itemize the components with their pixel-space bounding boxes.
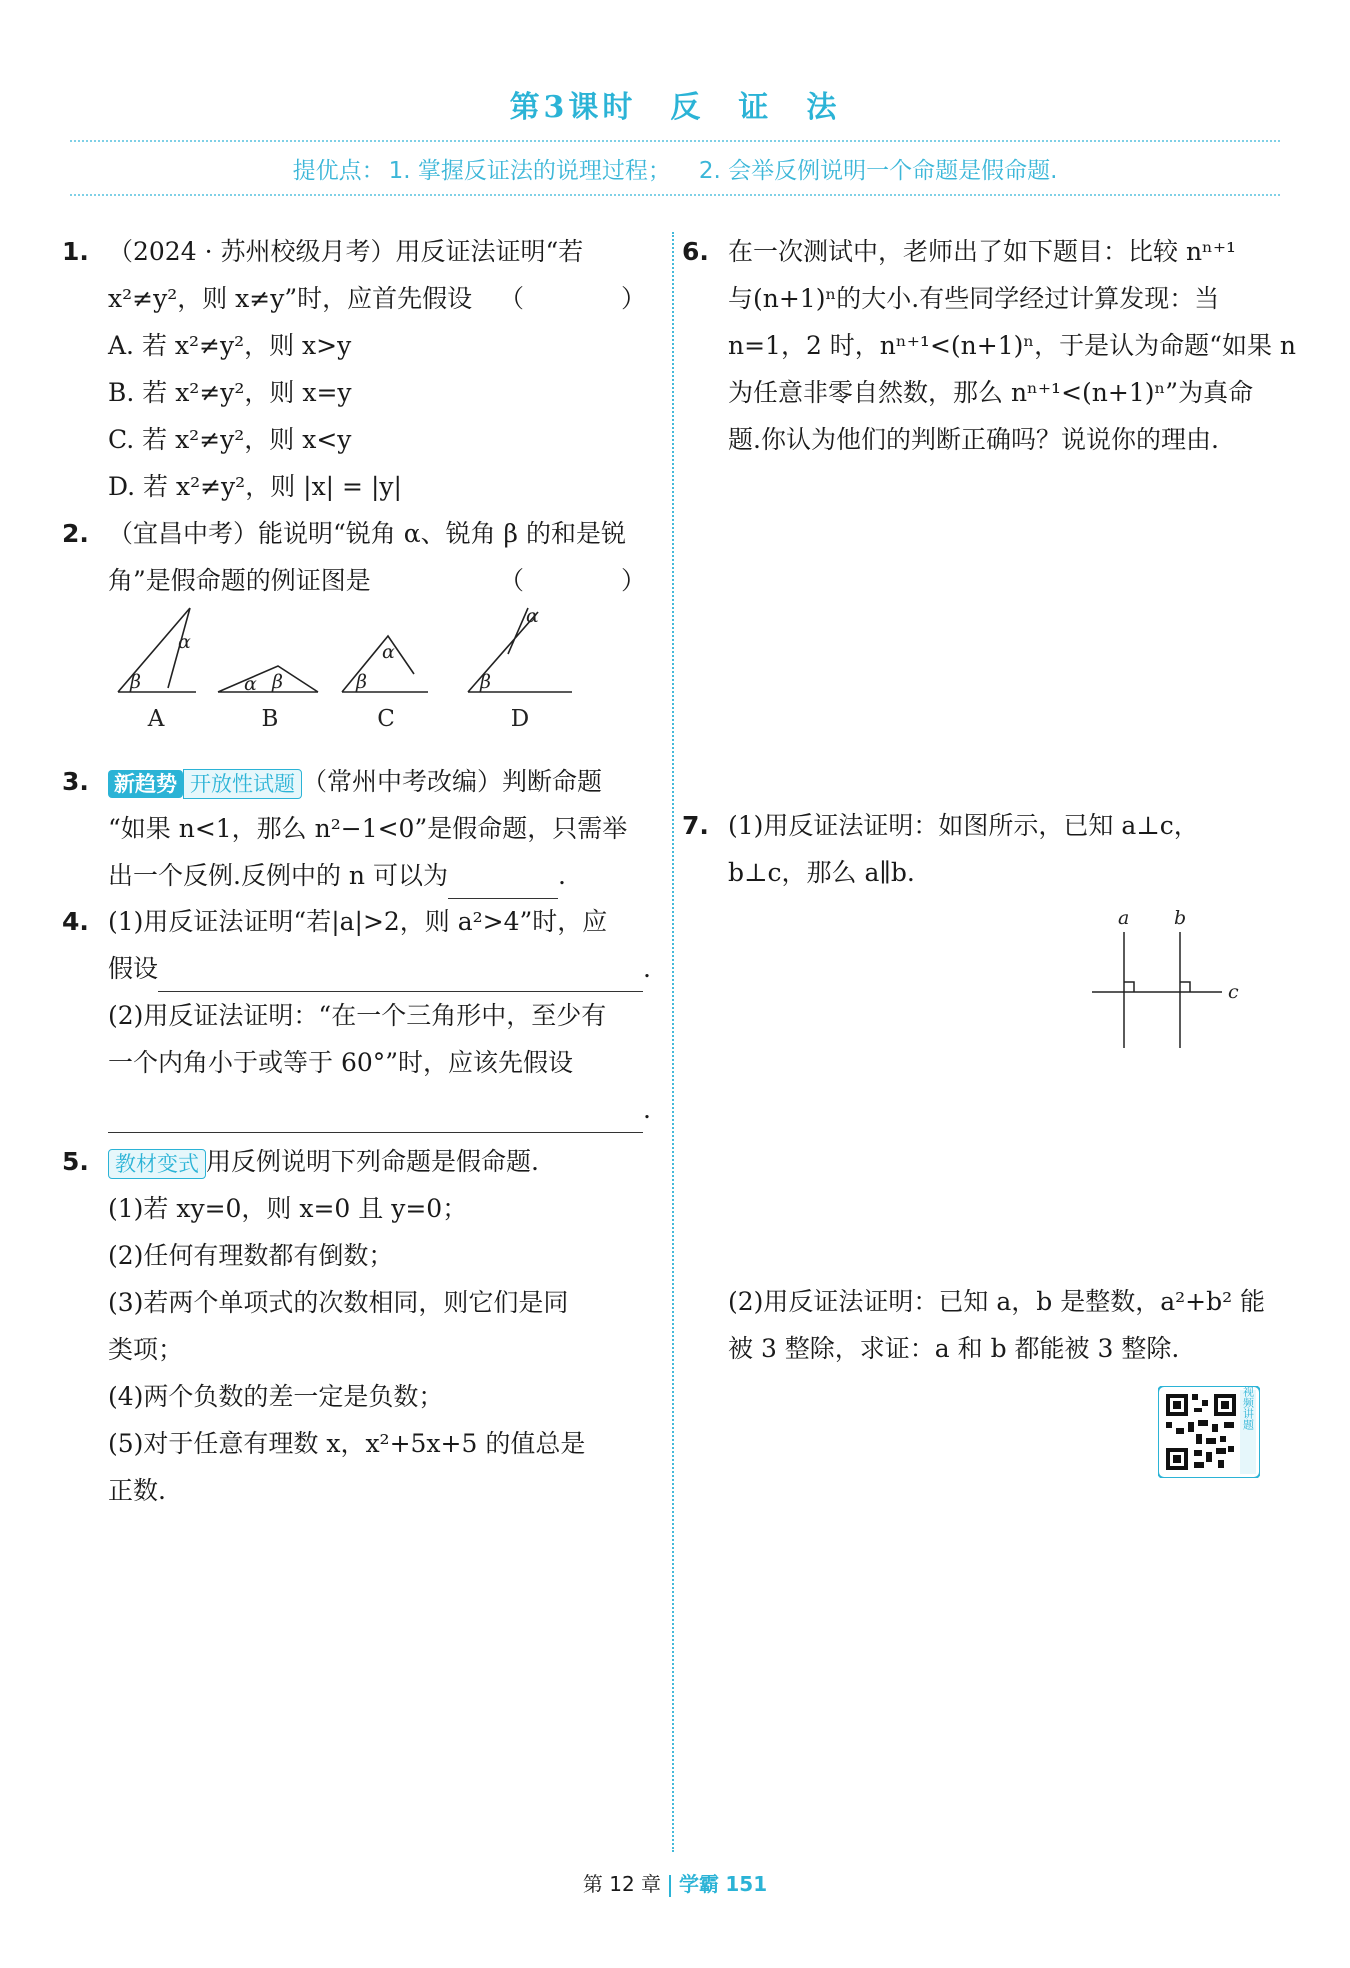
question-5 xyxy=(62,1138,652,1514)
answer-paren: （ ） xyxy=(498,284,682,313)
question-number: 7. xyxy=(682,811,709,840)
chapter-label: 第 12 章 xyxy=(582,1872,662,1896)
question-text: （常州中考改编）判断命题 xyxy=(302,767,603,796)
answer-blank[interactable] xyxy=(158,959,643,992)
perpendicular-lines-figure xyxy=(1082,908,1262,1058)
line-c-label: c xyxy=(1228,981,1239,1003)
period: . xyxy=(557,861,566,890)
line-b-label: b xyxy=(1174,908,1187,929)
option-b: B. 若 x²≠y²，则 x=y xyxy=(108,378,352,407)
question-text: (1)用反证法证明：如图所示，已知 a⊥c， xyxy=(728,811,1199,840)
question-text: 与(n+1)ⁿ的大小.有些同学经过计算发现：当 xyxy=(728,284,1220,313)
question-6 xyxy=(682,228,1296,463)
sub-question-4: (4)两个负数的差一定是负数； xyxy=(108,1382,444,1411)
alpha-label: α xyxy=(382,641,395,663)
question-number: 1. xyxy=(62,237,89,266)
brand-label: 学霸 xyxy=(679,1872,720,1896)
question-text: 被 3 整除，求证：a 和 b 都能被 3 整除. xyxy=(728,1334,1180,1363)
answer-blank[interactable] xyxy=(448,866,558,899)
textbook-variant-tag: 教材变式 xyxy=(108,1149,206,1179)
option-c: C. 若 x²≠y²，则 x<y xyxy=(108,425,352,454)
question-text: (2)用反证法证明：已知 a，b 是整数，a²+b² 能 xyxy=(728,1287,1266,1316)
sub-question-3: (3)若两个单项式的次数相同，则它们是同 xyxy=(108,1288,569,1317)
question-text: “如果 n<1，那么 n²−1<0”是假命题，只需举 xyxy=(108,814,628,843)
question-text: 题.你认为他们的判断正确吗？说说你的理由. xyxy=(728,425,1219,454)
angle-figures-svg xyxy=(108,604,628,744)
angle-figures xyxy=(108,604,652,744)
sub-question-5-cont: 正数. xyxy=(108,1476,166,1505)
question-text: 一个内角小于或等于 60°”时，应该先假设 xyxy=(108,1048,574,1077)
sub-question-2: (2)任何有理数都有倒数； xyxy=(108,1241,394,1270)
key-points xyxy=(0,152,1350,185)
header-divider-bottom xyxy=(70,194,1280,196)
lesson-title: 第3课时 反 证 法 xyxy=(509,90,841,125)
question-2 xyxy=(62,510,682,744)
figure-label-b: B xyxy=(261,706,279,732)
answer-blank[interactable] xyxy=(108,1100,643,1133)
figure-label-d: D xyxy=(510,706,530,732)
question-text: n=1，2 时，nⁿ⁺¹<(n+1)ⁿ，于是认为命题“如果 n xyxy=(728,331,1296,360)
option-a: A. 若 x²≠y²，则 x>y xyxy=(108,331,352,360)
alpha-label: α xyxy=(244,673,257,695)
question-text: x²≠y²，则 x≠y”时，应首先假设 xyxy=(108,284,473,313)
question-number: 4. xyxy=(62,907,89,936)
question-text: 角”是假命题的例证图是 xyxy=(108,566,371,595)
alpha-label: α xyxy=(178,631,191,653)
open-question-tag: 开放性试题 xyxy=(183,769,302,799)
sub-question-3-cont: 类项； xyxy=(108,1335,184,1364)
alpha-label: α xyxy=(526,605,539,627)
question-3 xyxy=(62,758,652,899)
beta-label: β xyxy=(130,671,141,693)
period: . xyxy=(643,954,651,983)
beta-label: β xyxy=(272,671,283,693)
key-point-1: 1. 掌握反证法的说理过程； xyxy=(388,158,671,184)
trend-tag: 新趋势 xyxy=(108,770,183,798)
question-text: （2024 · 苏州校级月考）用反证法证明“若 xyxy=(108,237,584,266)
answer-paren: （ ） xyxy=(498,566,682,595)
key-point-2: 2. 会举反例说明一个命题是假命题. xyxy=(698,158,1058,184)
question-text: (2)用反证法证明：“在一个三角形中，至少有 xyxy=(108,1001,607,1030)
question-text: 假设 xyxy=(108,954,159,983)
question-number: 5. xyxy=(62,1147,89,1176)
period: . xyxy=(643,1095,651,1124)
qr-label: 视频讲题 xyxy=(1241,1386,1255,1430)
key-points-label: 提优点： xyxy=(292,158,385,184)
question-number: 2. xyxy=(62,519,89,548)
option-d: D. 若 x²≠y²，则 |x| = |y| xyxy=(108,472,402,501)
footer-separator xyxy=(669,1875,671,1897)
beta-label: β xyxy=(480,671,491,693)
question-7 xyxy=(682,802,1282,896)
question-7-part-2 xyxy=(682,1278,1282,1372)
question-number: 3. xyxy=(62,767,89,796)
question-4 xyxy=(62,898,652,1133)
figure-b-lines xyxy=(218,666,318,692)
sub-question-5: (5)对于任意有理数 x，x²+5x+5 的值总是 xyxy=(108,1429,586,1458)
question-text: （宜昌中考）能说明“锐角 α、锐角 β 的和是锐 xyxy=(108,519,626,548)
header-divider-top xyxy=(70,140,1280,142)
question-text: 用反例说明下列命题是假命题. xyxy=(206,1147,539,1176)
question-text: b⊥c，那么 a∥b. xyxy=(728,858,915,887)
figure-label-a: A xyxy=(147,706,165,732)
column-divider xyxy=(672,232,674,1852)
figure-label-c: C xyxy=(377,706,395,732)
page-number: 151 xyxy=(725,1872,768,1896)
question-text: (1)用反证法证明“若|a|>2，则 a²>4”时，应 xyxy=(108,907,608,936)
question-text: 出一个反例.反例中的 n 可以为 xyxy=(108,861,448,890)
question-text: 在一次测试中，老师出了如下题目：比较 nⁿ⁺¹ xyxy=(728,237,1237,266)
line-a-label: a xyxy=(1118,908,1130,929)
video-qr-code[interactable] xyxy=(1158,1386,1260,1478)
beta-label: β xyxy=(356,671,367,693)
question-text: 为任意非零自然数，那么 nⁿ⁺¹<(n+1)ⁿ”为真命 xyxy=(728,378,1254,407)
page-footer xyxy=(0,1868,1350,1897)
sub-question-1: (1)若 xy=0，则 x=0 且 y=0； xyxy=(108,1194,468,1223)
question-number: 6. xyxy=(682,237,709,266)
question-1 xyxy=(62,228,682,510)
